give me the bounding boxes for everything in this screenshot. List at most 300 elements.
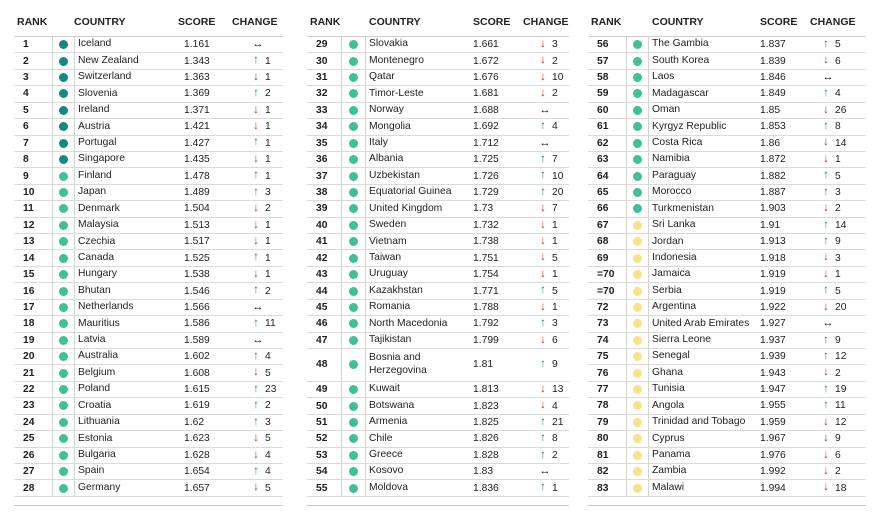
table-row	[307, 136, 569, 152]
change-value: 3	[835, 187, 841, 198]
change-cell	[527, 39, 569, 51]
column-divider	[365, 136, 366, 151]
country-cell: Kyrgyz Republic	[652, 120, 727, 132]
rank-cell: 32	[316, 88, 328, 100]
country-cell: Finland	[78, 169, 112, 181]
table-row	[14, 415, 283, 431]
change-value: 4	[552, 121, 558, 133]
column-divider	[52, 316, 53, 331]
change-cell	[238, 384, 283, 396]
column-divider	[74, 185, 75, 200]
table-row	[14, 168, 283, 184]
column-divider	[341, 53, 342, 68]
arrow-down-icon: ↓	[823, 202, 829, 215]
rank-cell: 52	[316, 433, 328, 445]
column-divider	[52, 398, 53, 413]
peace-level-marker	[52, 155, 74, 164]
score-cell: 1.504	[184, 203, 210, 215]
arrow-down-icon: ↓	[823, 136, 829, 149]
table-row	[588, 201, 866, 217]
change-cell	[238, 220, 283, 232]
change-value: 4	[265, 351, 271, 363]
rank-cell: 34	[316, 121, 328, 133]
peace-level-marker	[52, 254, 74, 263]
change-cell	[816, 482, 866, 494]
table-row	[588, 333, 866, 349]
change-cell	[816, 72, 866, 83]
rank-cell: 25	[23, 433, 35, 445]
rank-cell: 57	[597, 55, 609, 67]
arrow-down-icon: ↓	[823, 432, 829, 445]
column-divider	[648, 464, 649, 479]
table-row	[14, 37, 283, 53]
rank-cell: 82	[597, 466, 609, 478]
ranking-table-3	[588, 8, 866, 506]
peace-level-marker	[341, 106, 365, 115]
column-divider	[365, 103, 366, 118]
rank-cell: 10	[23, 187, 35, 198]
table-row	[307, 349, 569, 382]
change-cell	[238, 203, 283, 215]
change-value: 1	[265, 269, 271, 281]
change-cell	[816, 220, 866, 232]
peace-level-dot	[633, 385, 642, 394]
column-divider	[626, 37, 627, 52]
column-divider	[365, 464, 366, 479]
column-divider	[52, 415, 53, 430]
peace-level-marker	[52, 270, 74, 279]
country-cell: Cyprus	[652, 432, 685, 444]
change-value: 5	[835, 170, 841, 182]
arrow-up-icon: ↑	[253, 284, 259, 297]
peace-level-marker	[626, 434, 648, 443]
peace-level-marker	[626, 287, 648, 296]
column-divider	[626, 86, 627, 101]
column-divider	[52, 283, 53, 298]
change-value: 9	[835, 433, 841, 445]
table-row	[588, 431, 866, 447]
column-divider	[626, 136, 627, 151]
peace-level-dot	[633, 401, 642, 410]
arrow-down-icon: ↓	[823, 481, 829, 494]
table-row	[588, 37, 866, 53]
table-row	[14, 185, 283, 201]
peace-level-marker	[626, 418, 648, 427]
column-divider	[74, 37, 75, 52]
peace-level-dot	[349, 155, 358, 164]
peace-level-marker	[626, 385, 648, 394]
country-cell: Japan	[78, 186, 107, 198]
column-divider	[648, 185, 649, 200]
column-divider	[648, 53, 649, 68]
arrow-down-icon: ↓	[823, 300, 829, 313]
score-cell: 1.538	[184, 269, 210, 281]
column-divider	[74, 464, 75, 479]
score-cell: 1.513	[184, 219, 210, 231]
country-cell: Latvia	[78, 334, 106, 346]
country-cell: Timor-Leste	[369, 87, 424, 99]
change-cell	[238, 367, 283, 379]
column-divider	[626, 316, 627, 331]
column-divider	[74, 349, 75, 364]
rank-cell: =70	[597, 269, 615, 281]
change-cell	[816, 39, 866, 51]
column-divider	[365, 333, 366, 348]
country-cell: Kazakhstan	[369, 284, 423, 296]
country-cell: Panama	[652, 448, 691, 460]
change-cell	[816, 351, 866, 363]
rank-cell: 40	[316, 219, 328, 231]
arrow-up-icon: ↑	[540, 284, 546, 297]
change-cell	[816, 417, 866, 429]
peace-level-dot	[59, 303, 68, 312]
rank-cell: 60	[597, 104, 609, 116]
change-value: 20	[552, 187, 564, 198]
score-cell: 1.688	[473, 104, 499, 116]
country-cell: Hungary	[78, 268, 117, 280]
change-value: 5	[835, 285, 841, 297]
arrow-down-icon: ↓	[823, 415, 829, 428]
peace-level-marker	[52, 106, 74, 115]
change-cell	[527, 384, 569, 396]
change-cell	[816, 335, 866, 347]
table-row	[14, 119, 283, 135]
peace-level-marker	[52, 204, 74, 213]
table-row	[14, 316, 283, 332]
score-cell: 1.427	[184, 137, 210, 149]
country-cell: Bulgaria	[78, 448, 116, 460]
column-divider	[365, 234, 366, 249]
column-divider	[626, 119, 627, 134]
change-cell	[238, 170, 283, 182]
score-cell: 1.62	[184, 416, 205, 428]
score-cell: 1.371	[184, 104, 210, 116]
arrow-up-icon: ↑	[253, 251, 259, 264]
country-cell: Netherlands	[78, 301, 134, 313]
rank-cell: 75	[597, 351, 609, 363]
peace-level-dot	[59, 221, 68, 230]
change-cell	[527, 400, 569, 412]
rank-cell: 76	[597, 367, 609, 379]
peace-level-dot	[633, 451, 642, 460]
column-divider	[648, 136, 649, 151]
score-cell: 1.602	[184, 351, 210, 363]
arrow-left-right-icon: ↔	[539, 103, 551, 116]
table-row	[14, 267, 283, 283]
score-cell: 1.161	[184, 39, 210, 51]
country-cell: Jamaica	[652, 268, 691, 280]
score-cell: 1.732	[473, 219, 499, 231]
country-cell: Bhutan	[78, 284, 111, 296]
column-divider	[626, 53, 627, 68]
peace-level-dot	[633, 89, 642, 98]
country-cell: Belgium	[78, 366, 116, 378]
peace-level-dot	[633, 172, 642, 181]
change-value: 3	[552, 318, 558, 330]
peace-level-dot	[633, 237, 642, 246]
table-row	[307, 464, 569, 480]
column-divider	[648, 300, 649, 315]
change-value: 2	[835, 367, 841, 379]
column-divider	[626, 333, 627, 348]
peace-level-dot	[349, 287, 358, 296]
change-cell	[238, 417, 283, 429]
peace-level-dot	[59, 172, 68, 181]
peace-level-dot	[349, 57, 358, 66]
rank-cell: 41	[316, 236, 328, 248]
change-cell	[816, 137, 866, 149]
change-value: 1	[265, 137, 271, 149]
change-cell	[238, 466, 283, 478]
column-divider	[52, 168, 53, 183]
arrow-down-icon: ↓	[540, 251, 546, 264]
table-row	[588, 448, 866, 464]
table-row	[588, 136, 866, 152]
score-cell: 1.918	[760, 252, 786, 264]
change-cell	[527, 433, 569, 445]
peace-level-marker	[341, 254, 365, 263]
peace-level-marker	[341, 451, 365, 460]
change-value: 5	[265, 482, 271, 494]
table-row	[14, 250, 283, 266]
column-divider	[74, 136, 75, 151]
arrow-up-icon: ↑	[253, 136, 259, 149]
peace-level-marker	[626, 155, 648, 164]
column-divider	[74, 365, 75, 380]
column-divider	[648, 119, 649, 134]
table-row	[588, 168, 866, 184]
country-cell: Ghana	[652, 366, 683, 378]
country-cell: Slovakia	[369, 38, 408, 50]
change-value: 2	[552, 55, 558, 67]
score-cell: 1.85	[760, 104, 781, 116]
column-divider	[648, 168, 649, 183]
score-cell: 1.676	[473, 72, 499, 84]
score-cell: 1.882	[760, 170, 786, 182]
column-divider	[74, 431, 75, 446]
peace-level-marker	[52, 40, 74, 49]
table-row	[588, 119, 866, 135]
arrow-left-right-icon: ↔	[822, 317, 834, 330]
column-divider	[341, 185, 342, 200]
peace-level-marker	[626, 172, 648, 181]
table-row	[14, 480, 283, 496]
table-row	[588, 316, 866, 332]
change-value: 7	[552, 203, 558, 215]
change-value: 1	[265, 55, 271, 67]
peace-level-dot	[59, 106, 68, 115]
column-divider	[365, 53, 366, 68]
change-cell	[238, 400, 283, 412]
rank-cell: 15	[23, 269, 35, 281]
peace-level-dot	[59, 237, 68, 246]
peace-level-dot	[349, 418, 358, 427]
country-cell: Madagascar	[652, 87, 709, 99]
country-cell: Canada	[78, 251, 115, 263]
country-cell: Sweden	[369, 219, 407, 231]
peace-level-marker	[626, 303, 648, 312]
rank-cell: 18	[23, 318, 35, 330]
score-cell: 1.751	[473, 252, 499, 264]
peace-level-marker	[341, 467, 365, 476]
change-cell	[816, 88, 866, 100]
column-divider	[341, 316, 342, 331]
peace-level-marker	[626, 221, 648, 230]
peace-level-dot	[633, 139, 642, 148]
peace-level-dot	[633, 40, 642, 49]
change-cell	[816, 318, 866, 329]
column-divider	[626, 349, 627, 364]
column-divider	[365, 448, 366, 463]
peace-level-marker	[52, 336, 74, 345]
column-divider	[341, 431, 342, 446]
country-cell: Tajikistan	[369, 334, 412, 346]
peace-level-marker	[52, 172, 74, 181]
table-row	[14, 103, 283, 119]
rank-cell: 3	[23, 72, 29, 84]
change-value: 26	[835, 104, 847, 116]
table-row	[14, 464, 283, 480]
rank-cell: 66	[597, 203, 609, 215]
peace-level-marker	[52, 484, 74, 493]
peace-level-dot	[59, 319, 68, 328]
change-cell	[816, 203, 866, 215]
change-cell	[527, 252, 569, 264]
change-cell	[238, 236, 283, 248]
country-cell: Portugal	[78, 136, 117, 148]
score-cell: 1.478	[184, 170, 210, 182]
score-cell: 1.959	[760, 416, 786, 428]
column-divider	[52, 250, 53, 265]
change-cell	[527, 285, 569, 297]
change-cell	[527, 318, 569, 330]
rank-cell: 9	[23, 170, 29, 182]
peace-level-marker	[341, 172, 365, 181]
country-cell: Norway	[369, 104, 404, 116]
rank-cell: 44	[316, 285, 328, 297]
change-header: CHANGE	[523, 16, 569, 28]
peace-level-dot	[59, 484, 68, 493]
country-cell: United Kingdom	[369, 202, 443, 214]
score-cell: 1.546	[184, 285, 210, 297]
peace-level-dot	[349, 139, 358, 148]
country-cell: Trinidad and Tobago	[652, 416, 746, 428]
column-divider	[626, 300, 627, 315]
table-body	[588, 36, 866, 497]
peace-level-dot	[633, 73, 642, 82]
arrow-down-icon: ↓	[823, 448, 829, 461]
arrow-up-icon: ↑	[540, 415, 546, 428]
rank-cell: 53	[316, 449, 328, 461]
score-cell: 1.823	[473, 400, 499, 412]
country-cell: Poland	[78, 383, 111, 395]
rank-cell: 78	[597, 400, 609, 412]
arrow-up-icon: ↑	[823, 284, 829, 297]
country-cell: South Korea	[652, 54, 710, 66]
table-row	[307, 119, 569, 135]
change-cell	[527, 121, 569, 133]
change-cell	[816, 55, 866, 67]
country-cell: Australia	[78, 350, 119, 362]
country-cell: Equatorial Guinea	[369, 186, 452, 198]
column-divider	[648, 448, 649, 463]
table-header	[14, 8, 283, 36]
change-value: 20	[835, 301, 847, 313]
change-value: 2	[265, 203, 271, 215]
table-row	[588, 300, 866, 316]
score-cell: 1.813	[473, 384, 499, 396]
column-divider	[648, 103, 649, 118]
country-header: COUNTRY	[74, 16, 126, 28]
change-value: 2	[265, 88, 271, 100]
change-cell	[816, 170, 866, 182]
score-cell: 1.589	[184, 334, 210, 346]
arrow-down-icon: ↓	[540, 300, 546, 313]
arrow-down-icon: ↓	[540, 235, 546, 248]
column-divider	[74, 448, 75, 463]
country-cell: Argentina	[652, 301, 697, 313]
column-divider	[52, 152, 53, 167]
score-cell: 1.788	[473, 301, 499, 313]
peace-level-dot	[59, 57, 68, 66]
score-cell: 1.846	[760, 72, 786, 84]
table-row	[14, 136, 283, 152]
score-cell: 1.517	[184, 236, 210, 248]
column-divider	[648, 333, 649, 348]
column-divider	[365, 267, 366, 282]
score-cell: 1.672	[473, 55, 499, 67]
change-cell	[816, 121, 866, 133]
table-row	[588, 86, 866, 102]
peace-level-marker	[52, 385, 74, 394]
country-cell: North Macedonia	[369, 317, 448, 329]
change-value: 1	[265, 219, 271, 231]
country-cell: Qatar	[369, 71, 395, 83]
ranking-table-1	[14, 8, 283, 506]
country-cell: Vietnam	[369, 235, 407, 247]
column-divider	[626, 168, 627, 183]
column-divider	[52, 86, 53, 101]
change-value: 5	[265, 367, 271, 379]
arrow-down-icon: ↓	[823, 464, 829, 477]
rank-cell: 49	[316, 384, 328, 396]
arrow-up-icon: ↑	[540, 185, 546, 198]
rank-cell: 27	[23, 466, 35, 478]
arrow-up-icon: ↑	[253, 399, 259, 412]
country-cell: Malaysia	[78, 219, 119, 231]
peace-level-marker	[52, 57, 74, 66]
column-divider	[341, 464, 342, 479]
score-cell: 1.729	[473, 187, 499, 198]
column-divider	[365, 283, 366, 298]
table-row	[14, 86, 283, 102]
arrow-down-icon: ↓	[253, 267, 259, 280]
column-divider	[648, 152, 649, 167]
change-cell	[238, 482, 283, 494]
change-cell	[238, 351, 283, 363]
peace-level-marker	[341, 484, 365, 493]
country-cell: Kuwait	[369, 383, 400, 395]
table-row	[588, 218, 866, 234]
peace-level-dot	[59, 385, 68, 394]
table-row	[307, 201, 569, 217]
change-cell	[527, 154, 569, 166]
country-cell: Indonesia	[652, 251, 697, 263]
table-row	[307, 316, 569, 332]
change-cell	[238, 302, 283, 313]
column-divider	[74, 86, 75, 101]
arrow-down-icon: ↓	[253, 366, 259, 379]
